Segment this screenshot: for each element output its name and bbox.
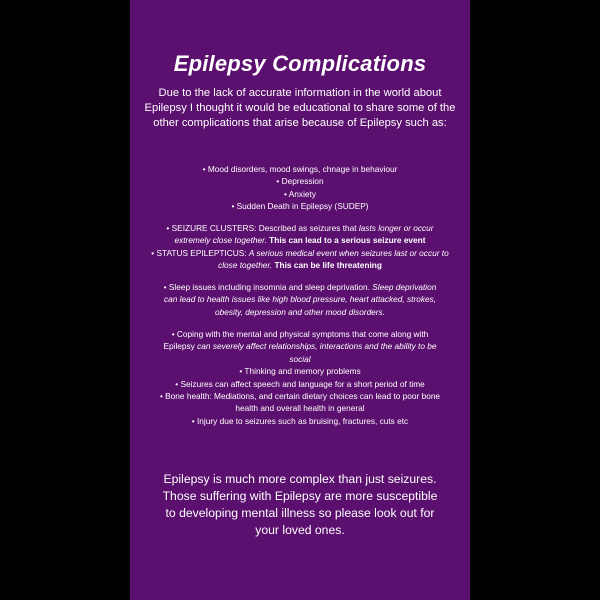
list-item-line: social xyxy=(289,353,311,364)
list-item-line: • Thinking and memory problems xyxy=(239,366,361,377)
intro-line: other complications that arise because of Epilepsy such as: xyxy=(153,117,447,129)
list-item-line: health and overall health in general xyxy=(235,403,365,414)
intro-paragraph xyxy=(144,86,456,131)
text-run: • STATUS EPILEPTICUS: xyxy=(151,247,249,258)
list-item-line xyxy=(140,222,460,234)
italic-text-run: Sleep deprivation xyxy=(372,282,437,292)
sleep-issues-list xyxy=(140,281,460,318)
text-run: • Sleep issues including insomnia and sleep deprivation. xyxy=(163,282,373,292)
seizure-events-list xyxy=(140,222,460,272)
bold-text-run: This can be life threatening xyxy=(272,260,382,271)
list-item-line: can lead to health issues like high blood pressure, heart attacked, strokes, xyxy=(163,294,437,305)
italic-text-run: extremely close together. xyxy=(174,235,267,246)
italic-text-run: close together. xyxy=(218,260,273,271)
poster-title: Epilepsy Complications xyxy=(173,51,427,76)
bold-text-run: This can lead to a serious seizure event xyxy=(266,235,426,246)
list-item-line: • Seizures can affect speech and language for a short period of time xyxy=(175,378,425,389)
list-item: • Depression xyxy=(276,176,324,187)
purple-poster-panel xyxy=(130,0,470,600)
mood-complications-list xyxy=(140,163,460,213)
list-item-line: • Bone health: Mediations, and certain dietary choices can lead to poor bone xyxy=(159,391,441,402)
closing-line: your loved ones. xyxy=(255,523,345,537)
intro-line: Due to the lack of accurate information in the world about xyxy=(158,87,442,99)
list-item-line xyxy=(140,340,460,352)
closing-line: to developing mental illness so please look out for xyxy=(165,506,435,520)
italic-text-run: can severely affect relationships, interactions and the ability to be xyxy=(197,341,437,352)
list-item: • Sudden Death in Epilepsy (SUDEP) xyxy=(231,201,369,212)
list-item-line: • Injury due to seizures such as bruising, fractures, cuts etc xyxy=(191,415,409,426)
list-item-line xyxy=(140,247,460,259)
intro-line: Epilepsy I thought it would be educational to share some of the xyxy=(144,102,456,114)
closing-line: Epilepsy is much more complex than just seizures. xyxy=(163,472,437,486)
list-item-line xyxy=(140,281,460,293)
other-complications-list xyxy=(140,328,460,427)
italic-text-run: lasts longer or occur xyxy=(358,223,434,233)
closing-paragraph xyxy=(148,471,452,539)
list-item-line xyxy=(140,259,460,271)
list-item-line xyxy=(140,234,460,246)
list-item: • Mood disorders, mood swings, chnage in behaviour xyxy=(202,164,398,174)
text-run: Epilepsy xyxy=(163,341,198,352)
text-run: • SEIZURE CLUSTERS: Described as seizures that xyxy=(166,223,359,233)
list-item-line: • Coping with the mental and physical symptoms that come along with xyxy=(171,329,429,339)
list-item: • Anxiety xyxy=(284,188,316,199)
closing-line: Those suffering with Epilepsy are more susceptible xyxy=(162,489,438,503)
italic-text-run: A serious medical event when seizures last or occur to xyxy=(248,247,449,258)
list-item-line: obesity, depression and other mood disorders. xyxy=(214,306,386,317)
